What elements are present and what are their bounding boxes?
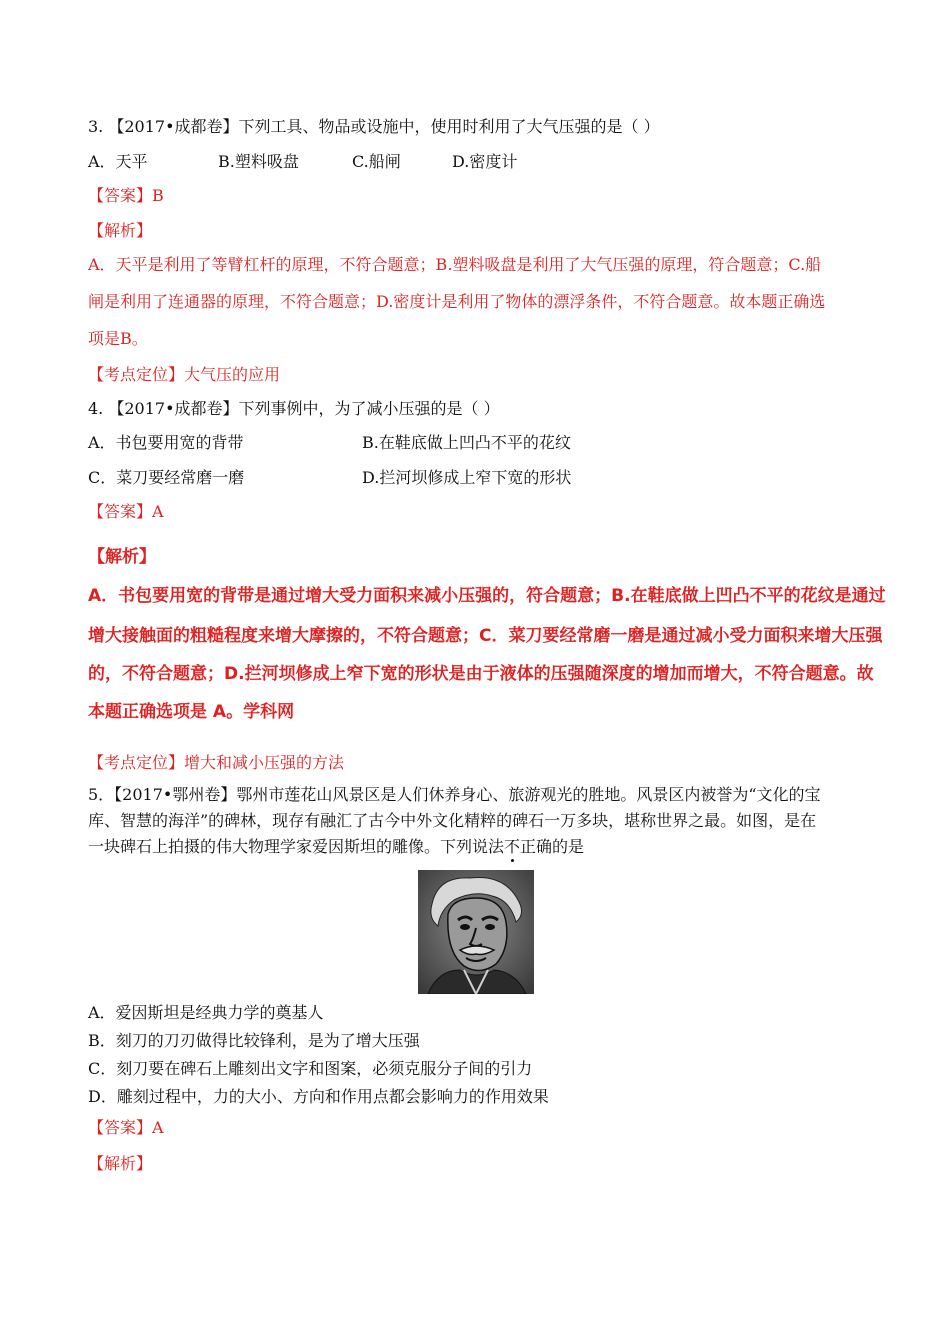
q5-stem-text: 一块碑石上拍摄的伟大物理学家爱因斯坦的雕像。下列说法: [88, 837, 505, 856]
q5-stem-emphasis: 不: [504, 837, 521, 856]
q3-option-d: D.密度计: [452, 152, 518, 171]
q4-option-a: A．书包要用宽的背带: [88, 433, 244, 452]
q3-analysis-line: A．天平是利用了等臂杠杆的原理，不符合题意；B.塑料吸盘是利用了大气压强的原理，符合题意；C.船: [88, 255, 822, 274]
q4-analysis-line: 本题正确选项是 A。学科网: [88, 702, 295, 722]
q4-option-b: B.在鞋底做上凹凸不平的花纹: [362, 433, 571, 452]
q5-stem-text: 正确的是: [520, 837, 585, 856]
q5-analysis-label: 【解析】: [88, 1154, 153, 1173]
q5-option-d: D．雕刻过程中，力的大小、方向和作用点都会影响力的作用效果: [88, 1087, 549, 1106]
q3-option-b: B.塑料吸盘: [218, 152, 299, 171]
q4-option-c: C．菜刀要经常磨一磨: [88, 468, 245, 487]
q4-analysis-label: 【解析】: [88, 547, 156, 567]
q4-point: 【考点定位】增大和减小压强的方法: [88, 753, 345, 772]
q3-analysis-label: 【解析】: [88, 221, 153, 240]
einstein-portrait-image: [418, 870, 534, 994]
q3-stem: 3. 【2017•成都卷】下列工具、物品或设施中，使用时利用了大气压强的是（ ）: [88, 117, 660, 136]
q4-stem: 4. 【2017•成都卷】下列事例中，为了减小压强的是（ ）: [88, 399, 500, 418]
q5-stem-line: 5．【2017•鄂州卷】鄂州市莲花山风景区是人们休养身心、旅游观光的胜地。风景区内被誉为“文化的宝: [88, 785, 821, 804]
q3-analysis-line: 项是B。: [88, 329, 148, 348]
q4-analysis-line: 增大接触面的粗糙程度来增大摩擦的，不符合题意；C．菜刀要经常磨一磨是通过减小受力面积来增大压强: [88, 626, 883, 646]
q3-analysis-line: 闸是利用了连通器的原理，不符合题意；D.密度计是利用了物体的漂浮条件，不符合题意。故本题正确选: [88, 292, 826, 311]
q5-option-c: C．刻刀要在碑石上雕刻出文字和图案，必须克服分子间的引力: [88, 1059, 533, 1078]
q3-option-a: A．天平: [88, 152, 148, 171]
q5-stem-line: 库、智慧的海洋”的碑林，现存有融汇了古今中外文化精粹的碑石一万多块，堪称世界之最。如图，是在: [88, 811, 817, 830]
q5-option-b: B．刻刀的刀刃做得比较锋利，是为了增大压强: [88, 1031, 420, 1050]
q5-answer: 【答案】A: [88, 1118, 164, 1137]
q3-answer: 【答案】B: [88, 186, 164, 205]
q4-option-d: D.拦河坝修成上窄下宽的形状: [362, 468, 572, 487]
q3-option-c: C.船闸: [352, 152, 401, 171]
q5-stem-line-last: [88, 837, 584, 857]
q4-analysis-line: A．书包要用宽的背带是通过增大受力面积来减小压强的，符合题意；B.在鞋底做上凹凸不平的花纹是通过: [88, 586, 886, 606]
q4-analysis-line: 的，不符合题意；D.拦河坝修成上窄下宽的形状是由于液体的压强随深度的增加而增大，不符合题意。故: [88, 664, 874, 684]
q5-option-a: A．爱因斯坦是经典力学的奠基人: [88, 1003, 324, 1022]
q4-answer: 【答案】A: [88, 502, 164, 521]
q3-point: 【考点定位】大气压的应用: [88, 365, 281, 384]
